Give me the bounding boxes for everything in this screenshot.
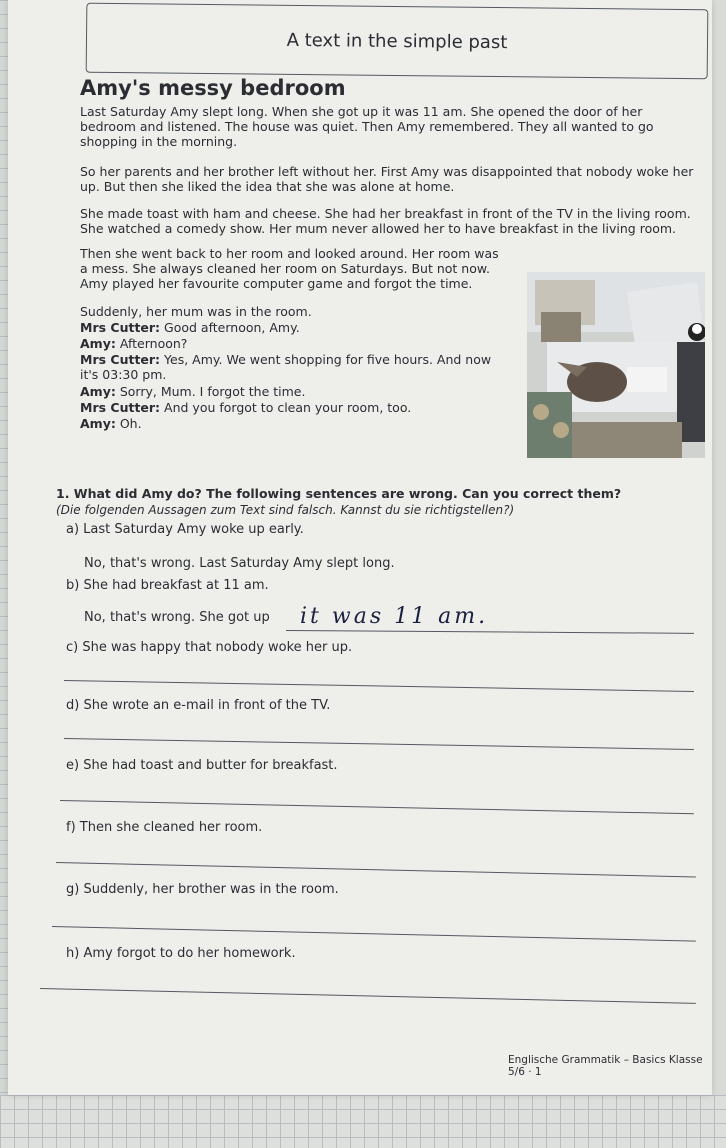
dialogue-text: Oh. xyxy=(119,416,142,431)
answer-line-g[interactable] xyxy=(52,926,696,942)
title-box xyxy=(86,3,709,80)
dialogue-text: Yes, Amy. We went shopping for five hours. And now it's 03:30 pm. xyxy=(80,352,492,382)
dialogue-text: Sorry, Mum. I forgot the time. xyxy=(119,384,306,399)
worksheet-title: A text in the simple past xyxy=(286,29,508,54)
story-paragraph-5: Suddenly, her mum was in the room. xyxy=(80,304,312,319)
exercise-item-g: g) Suddenly, her brother was in the room. xyxy=(66,882,339,897)
exercise-item-c: c) She was happy that nobody woke her up. xyxy=(66,640,353,655)
grid-paper-background xyxy=(0,1095,726,1148)
story-paragraph-3: She made toast with ham and cheese. She had her breakfast in front of the TV in the living room. She watched a comedy show. Her mum never allowed her to have breakfast in the living room. xyxy=(80,206,691,236)
question-text: 1. What did Amy do? The following sentences are wrong. Can you correct them? xyxy=(56,486,622,501)
exercise-item-f: f) Then she cleaned her room. xyxy=(66,820,263,835)
worksheet xyxy=(8,0,712,1095)
handwritten-answer-b: it was 11 am. xyxy=(300,604,489,629)
answer-a: No, that's wrong. Last Saturday Amy slept long. xyxy=(84,556,395,571)
dialogue-text: Good afternoon, Amy. xyxy=(164,320,300,335)
exercise-item-h: h) Amy forgot to do her homework. xyxy=(66,946,296,961)
answer-line-b[interactable] xyxy=(286,630,694,634)
dialogue-line xyxy=(80,320,510,335)
dialogue-line xyxy=(80,400,510,415)
exercise-item-e: e) She had toast and butter for breakfast. xyxy=(66,758,338,773)
dialogue-line xyxy=(80,336,510,351)
speaker-name: Amy: xyxy=(80,384,116,399)
exercise-item-a: a) Last Saturday Amy woke up early. xyxy=(66,522,304,537)
exercise-item-b: b) She had breakfast at 11 am. xyxy=(66,578,269,593)
dialogue-line xyxy=(80,352,510,382)
story-paragraph-4: Then she went back to her room and looked around. Her room was a mess. She always cleaned her room on Saturdays. But not now. Amy played her favourite computer game and forgot the time. xyxy=(80,246,499,291)
answer-line-c[interactable] xyxy=(64,680,694,692)
speaker-name: Amy: xyxy=(80,336,116,351)
answer-line-d[interactable] xyxy=(64,738,694,750)
story-paragraph-2: So her parents and her brother left without her. First Amy was disappointed that nobody woke her up. But then she liked the idea that she was alone at home. xyxy=(80,164,694,194)
answer-line-h[interactable] xyxy=(40,988,696,1004)
dialogue-text: And you forgot to clean your room, too. xyxy=(164,400,412,415)
answer-line-e[interactable] xyxy=(60,800,694,814)
answer-b: No, that's wrong. She got up xyxy=(84,610,270,625)
dialogue-text: Afternoon? xyxy=(119,336,188,351)
speaker-name: Mrs Cutter: xyxy=(80,400,161,415)
story-paragraph-1: Last Saturday Amy slept long. When she got up it was 11 am. She opened the door of her bedroom and listened. The house was quiet. Then Amy remembered. They all wanted to go shopping in the morning. xyxy=(80,104,654,149)
answer-line-f[interactable] xyxy=(56,862,696,878)
dialogue-line xyxy=(80,384,510,399)
grid-paper-edge xyxy=(0,0,8,1148)
speaker-name: Amy: xyxy=(80,416,116,431)
page-footer: Englische Grammatik – Basics Klasse 5/6 · 1 xyxy=(508,1054,703,1078)
exercise-question xyxy=(56,486,696,518)
question-subtitle: (Die folgenden Aussagen zum Text sind falsch. Kannst du sie richtigstellen?) xyxy=(56,503,515,517)
story-heading: Amy's messy bedroom xyxy=(80,76,346,100)
dialogue-line xyxy=(80,416,510,431)
exercise-item-d: d) She wrote an e-mail in front of the TV. xyxy=(66,698,331,713)
speaker-name: Mrs Cutter: xyxy=(80,320,161,335)
messy-bedroom-photo xyxy=(527,272,705,458)
speaker-name: Mrs Cutter: xyxy=(80,352,161,367)
